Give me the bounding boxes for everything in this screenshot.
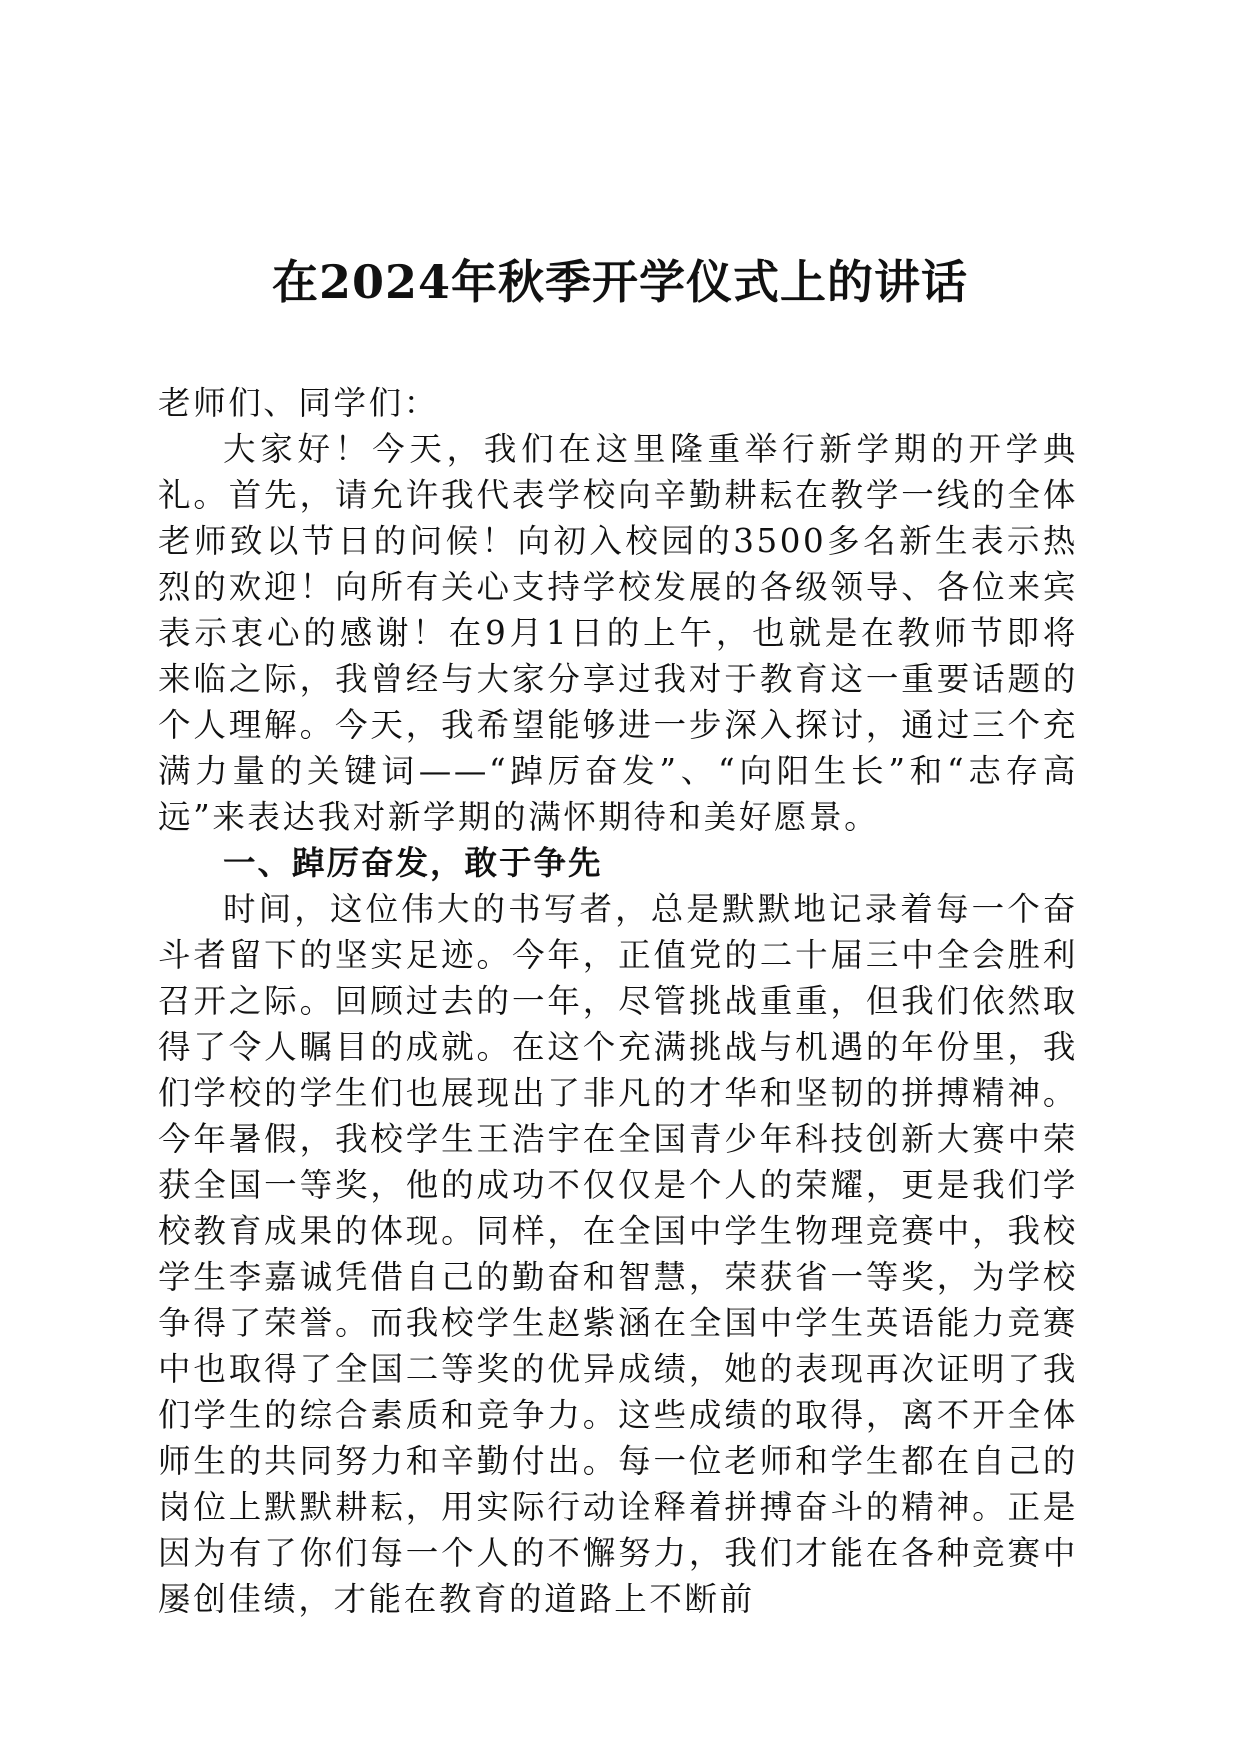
paragraph-section-1: 时间，这位伟大的书写者，总是默默地记录着每一个奋斗者留下的坚实足迹。今年，正值党的二十届三中全会胜利召开之际。回顾过去的一年，尽管挑战重重，但我们依然取得了令人瞩目的成就。在这个充满挑战与机遇的年份里，我们学校的学生们也展现出了非凡的才华和坚韧的拼搏精神。今年暑假，我校学生王浩宇在全国青少年科技创新大赛中荣获全国一等奖，他的成功不仅仅是个人的荣耀，更是我们学校教育成果的体现。同样，在全国中学生物理竞赛中，我校学生李嘉诚凭借自己的勤奋和智慧，荣获省一等奖，为学校争得了荣誉。而我校学生赵紫涵在全国中学生英语能力竞赛中也取得了全国二等奖的优异成绩，她的表现再次证明了我们学生的综合素质和竞争力。这些成绩的取得，离不开全体师生的共同努力和辛勤付出。每一位老师和学生都在自己的岗位上默默耕耘，用实际行动诠释着拼搏奋斗的精神。正是因为有了你们每一个人的不懈努力，我们才能在各种竞赛中屡创佳绩，才能在教育的道路上不断前	[158, 890, 1078, 1618]
salutation: 老师们、同学们：	[158, 384, 439, 422]
document-title: 在2024年秋季开学仪式上的讲话	[271, 255, 969, 309]
section-heading-1: 一、踔厉奋发，敢于争先	[223, 844, 603, 882]
paragraph-intro: 大家好！今天，我们在这里隆重举行新学期的开学典礼。首先，请允许我代表学校向辛勤耕耘在教学一线的全体老师致以节日的问候！向初入校园的3500多名新生表示热烈的欢迎！向所有关心支持学校发展的各级领导、各位来宾表示衷心的感谢！在9月1日的上午，也就是在教师节即将来临之际，我曾经与大家分享过我对于教育这一重要话题的个人理解。今天，我希望能够进一步深入探讨，通过三个充满力量的关键词——“踔厉奋发”、“向阳生长”和“志存高远”来表达我对新学期的满怀期待和美好愿景。	[158, 430, 1078, 836]
document-body	[158, 380, 1078, 1622]
